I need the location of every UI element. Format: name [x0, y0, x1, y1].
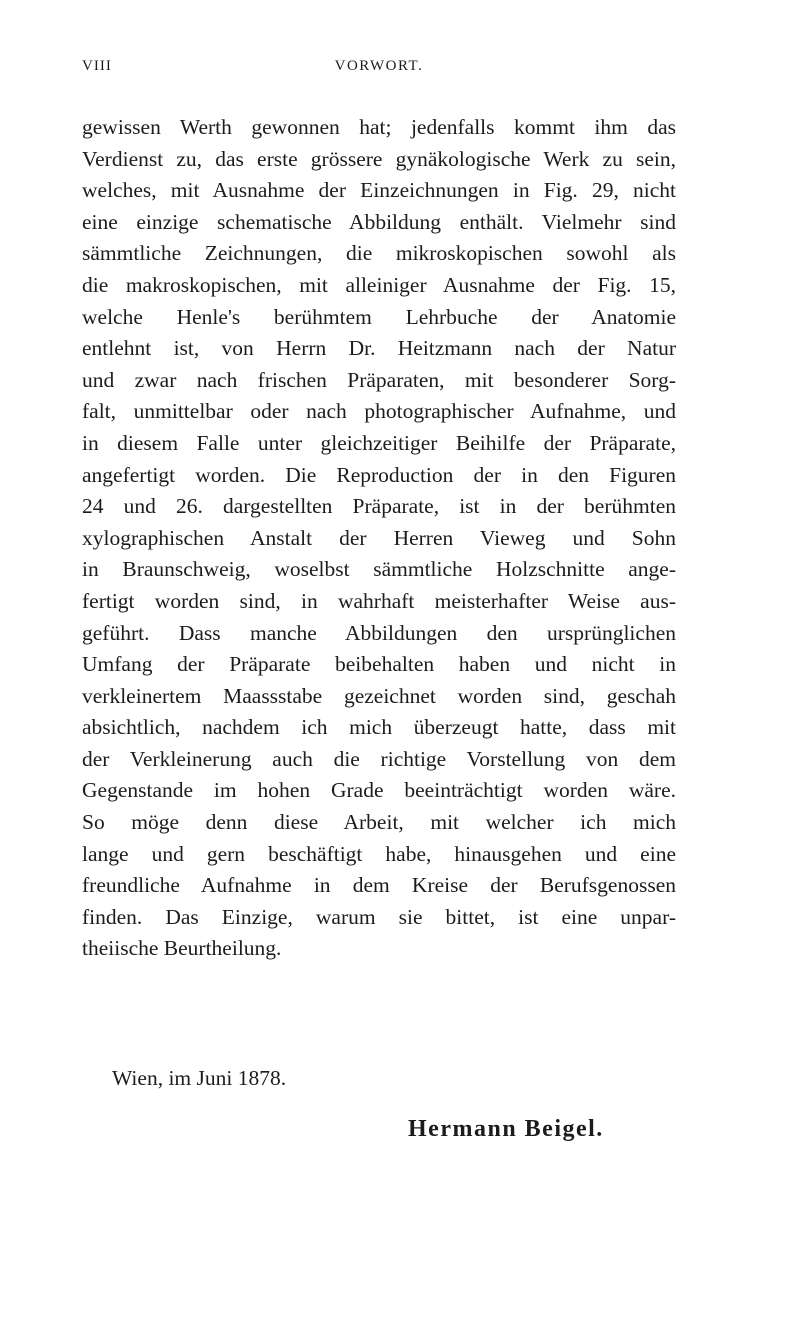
text-line: in diesem Falle unter gleichzeitiger Beihilfe der Präparate,	[82, 430, 676, 455]
text-line: So möge denn diese Arbeit, mit welcher ich mich	[82, 810, 676, 835]
author-signature: Hermann Beigel.	[408, 1116, 604, 1142]
text-line: geführt. Dass manche Abbildungen den ursprünglichen	[82, 620, 676, 645]
text-line: welche Henle's berühmtem Lehrbuche der Anatomie	[82, 304, 676, 329]
running-head	[82, 58, 676, 78]
text-line: Gegenstande im hohen Grade beeinträchtigt worden wäre.	[82, 778, 676, 803]
text-line: falt, unmittelbar oder nach photographischer Aufnahme, und	[82, 399, 676, 424]
text-line: 24 und 26. dargestellten Präparate, ist in der berühmten	[82, 494, 676, 519]
text-line-last: theiische Beurtheilung.	[82, 936, 282, 961]
text-line: verkleinertem Maassstabe gezeichnet worden sind, geschah	[82, 683, 676, 708]
text-line: welches, mit Ausnahme der Einzeichnungen in Fig. 29, nicht	[82, 178, 676, 203]
text-line: gewissen Werth gewonnen hat; jedenfalls kommt ihm das	[82, 115, 676, 139]
text-line: absichtlich, nachdem ich mich überzeugt hatte, dass mit	[82, 715, 676, 740]
text-line: finden. Das Einzige, warum sie bittet, ist eine unpar-	[82, 904, 676, 929]
header-title: VORWORT.	[334, 58, 424, 74]
text-line: sämmtliche Zeichnungen, die mikroskopischen sowohl als	[82, 241, 676, 266]
dateline: Wien, im Juni 1878.	[112, 1066, 287, 1090]
text-line: Umfang der Präparate beibehalten haben und nicht in	[82, 652, 676, 677]
text-line: und zwar nach frischen Präparaten, mit besonderer Sorg-	[82, 367, 676, 392]
preface-body-text	[82, 112, 676, 965]
text-line: in Braunschweig, woselbst sämmtliche Holzschnitte ange-	[82, 557, 676, 582]
text-line: die makroskopischen, mit alleiniger Ausnahme der Fig. 15,	[82, 272, 676, 297]
text-line: eine einzige schematische Abbildung enthält. Vielmehr sind	[82, 209, 676, 234]
text-line: Verdienst zu, das erste grössere gynäkologische Werk zu sein,	[82, 146, 676, 171]
page-number: VIII	[82, 58, 112, 74]
text-line: xylographischen Anstalt der Herren Vieweg und Sohn	[82, 525, 676, 550]
text-line: freundliche Aufnahme in dem Kreise der Berufsgenossen	[82, 873, 676, 898]
text-line: der Verkleinerung auch die richtige Vorstellung von dem	[82, 746, 676, 771]
text-line: angefertigt worden. Die Reproduction der in den Figuren	[82, 462, 676, 487]
text-line: fertigt worden sind, in wahrhaft meisterhafter Weise aus-	[82, 588, 676, 613]
text-line: lange und gern beschäftigt habe, hinausgehen und eine	[82, 841, 676, 866]
text-line: entlehnt ist, von Herrn Dr. Heitzmann nach der Natur	[82, 336, 676, 361]
